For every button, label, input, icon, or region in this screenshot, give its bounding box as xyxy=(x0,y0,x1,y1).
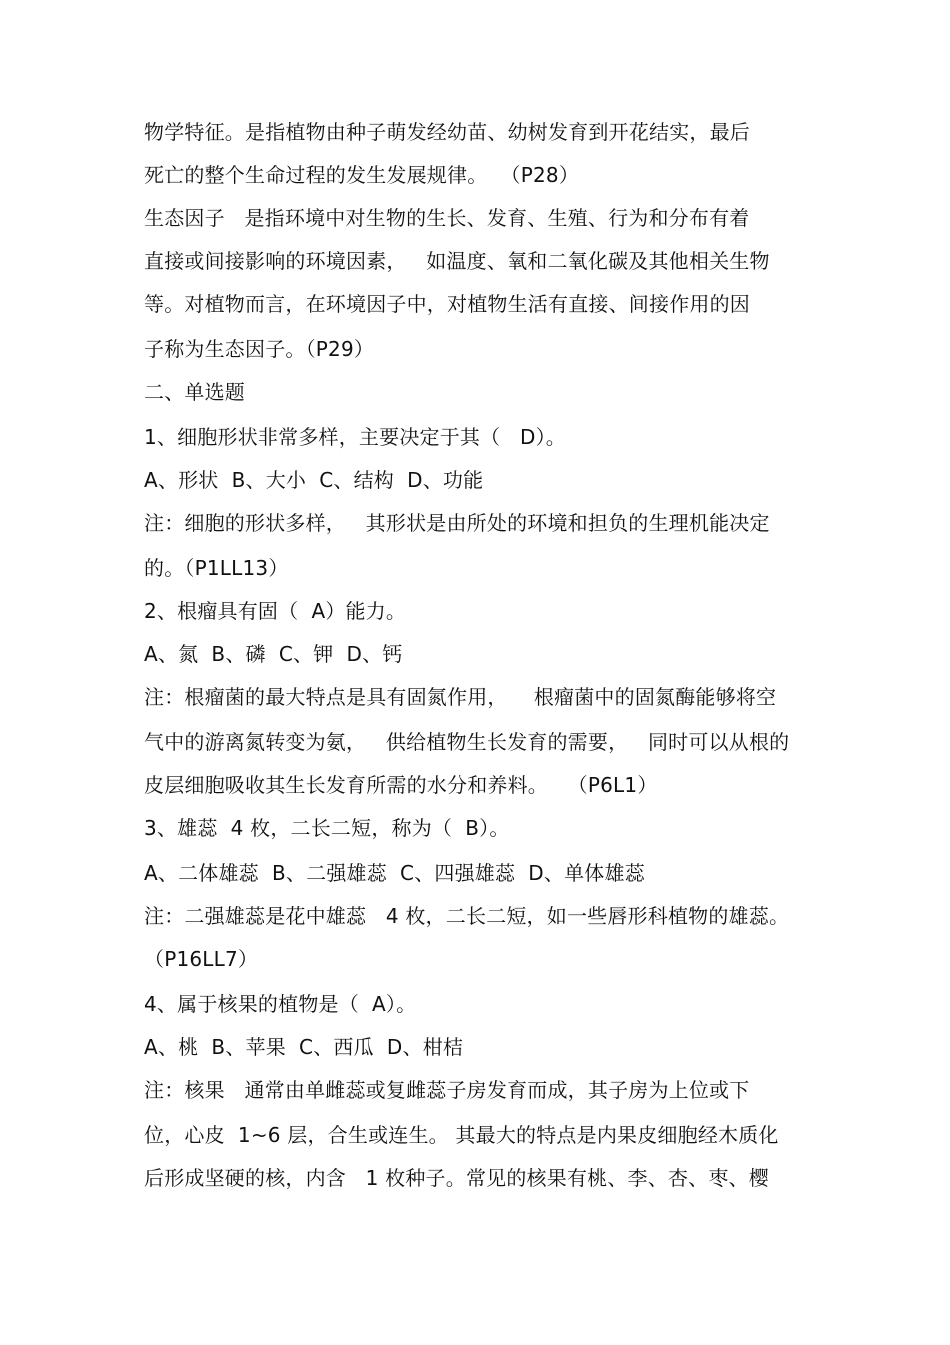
text-line: 子称为生态因子。（P29） xyxy=(144,337,375,361)
question-4: 4、属于核果的植物是（ A）。 xyxy=(144,992,417,1016)
text-line: 直接或间接影响的环境因素， 如温度、氧和二氧化碳及其他相关生物 xyxy=(144,249,770,273)
question-2-note: 皮层细胞吸收其生长发育所需的水分和养料。 （P6L1） xyxy=(144,773,658,797)
text-line: 生态因子 是指环境中对生物的生长、发育、生殖、行为和分布有着 xyxy=(144,206,750,230)
question-2-options: A、氮 B、磷 C、钾 D、钙 xyxy=(144,642,403,666)
question-1: 1、细胞形状非常多样，主要决定于其（ D）。 xyxy=(144,425,566,449)
question-4-note: 位，心皮 1~6 层，合生或连生。 其最大的特点是内果皮细胞经木质化 xyxy=(144,1123,779,1147)
question-2-note: 注：根瘤菌的最大特点是具有固氮作用， 根瘤菌中的固氮酶能够将空 xyxy=(144,685,777,709)
question-4-note: 注：核果 通常由单雌蕊或复雌蕊子房发育而成，其子房为上位或下 xyxy=(144,1078,750,1102)
text-line: 物学特征。是指植物由种子萌发经幼苗、幼树发育到开花结实，最后 xyxy=(144,120,750,144)
question-1-note: 的。（P1LL13） xyxy=(144,556,289,580)
question-3: 3、雄蕊 4 枚，二长二短，称为（ B）。 xyxy=(144,816,510,840)
question-3-options: A、二体雄蕊 B、二强雄蕊 C、四强雄蕊 D、单体雄蕊 xyxy=(144,861,645,885)
question-4-note: 后形成坚硬的核，内含 1 枚种子。常见的核果有桃、李、杏、枣、樱 xyxy=(144,1166,769,1190)
section-heading: 二、单选题 xyxy=(144,380,245,404)
question-1-options: A、形状 B、大小 C、结构 D、功能 xyxy=(144,468,484,492)
text-line: 死亡的整个生命过程的发生发展规律。 （P28） xyxy=(144,163,580,187)
question-2: 2、根瘤具有固（ A）能力。 xyxy=(144,599,407,623)
question-4-options: A、桃 B、苹果 C、西瓜 D、柑桔 xyxy=(144,1035,464,1059)
question-1-note: 注：细胞的形状多样， 其形状是由所处的环境和担负的生理机能决定 xyxy=(144,511,770,535)
question-2-note: 气中的游离氮转变为氨， 供给植物生长发育的需要， 同时可以从根的 xyxy=(144,730,790,754)
question-3-note: 注：二强雄蕊是花中雄蕊 4 枚，二长二短，如一些唇形科植物的雄蕊。 xyxy=(144,904,790,928)
question-3-note: （P16LL7） xyxy=(144,947,259,971)
text-line: 等。对植物而言，在环境因子中，对植物生活有直接、间接作用的因 xyxy=(144,292,750,316)
